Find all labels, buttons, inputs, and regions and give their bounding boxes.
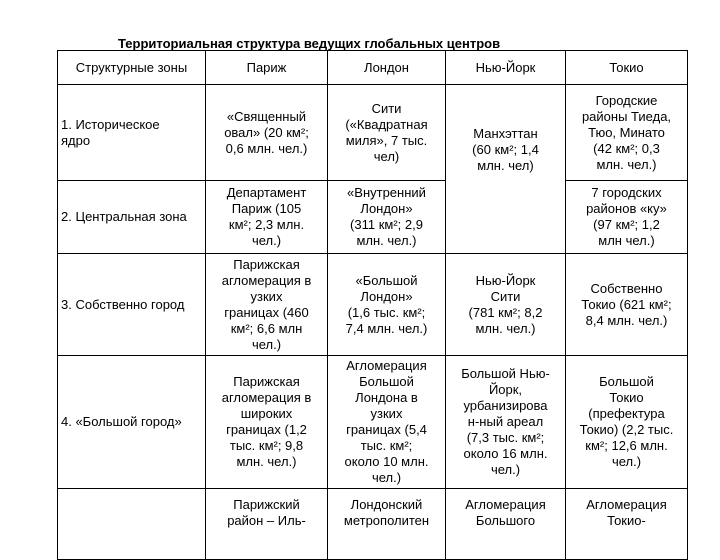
paris-cell: Департамент Париж (105 км²; 2,3 млн. чел.) xyxy=(206,181,328,254)
paris-cell: Парижская агломерация в узких границах (460 км²; 6,6 млн чел.) xyxy=(206,254,328,356)
zone-cell xyxy=(58,489,206,560)
table-row xyxy=(58,489,688,560)
newyork-cell: Нью-Йорк Сити (781 км²; 8,2 млн. чел.) xyxy=(446,254,566,356)
paris-cell: Парижская агломерация в широких границах (1,2 тыс. км²; 9,8 млн. чел.) xyxy=(206,356,328,489)
zone-cell: 3. Собственно город xyxy=(58,254,206,356)
london-cell: Сити («Квадратная миля», 7 тыс. чел) xyxy=(328,85,446,181)
paris-cell: Парижский район – Иль- xyxy=(206,489,328,560)
london-cell: Агломерация Большой Лондона в узких границах (5,4 тыс. км²; около 10 млн. чел.) xyxy=(328,356,446,489)
header-london: Лондон xyxy=(328,51,446,85)
newyork-cell: Агломерация Большого xyxy=(446,489,566,560)
header-row xyxy=(58,51,688,85)
table-row xyxy=(58,181,688,254)
tokyo-cell: Городские районы Тиеда, Тюо, Минато (42 км²; 0,3 млн. чел.) xyxy=(566,85,688,181)
table-row xyxy=(58,356,688,489)
newyork-cell: Манхэттан (60 км²; 1,4 млн. чел) xyxy=(446,85,566,254)
london-cell: «Внутренний Лондон» (311 км²; 2,9 млн. чел.) xyxy=(328,181,446,254)
zone-cell: 2. Центральная зона xyxy=(58,181,206,254)
header-zones: Структурные зоны xyxy=(58,51,206,85)
structure-table xyxy=(57,50,688,560)
header-paris: Париж xyxy=(206,51,328,85)
tokyo-cell: Собственно Токио (621 км²; 8,4 млн. чел.) xyxy=(566,254,688,356)
london-cell: Лондонский метрополитен xyxy=(328,489,446,560)
tokyo-cell: Большой Токио (префектура Токио) (2,2 тыс. км²; 12,6 млн. чел.) xyxy=(566,356,688,489)
london-cell: «Большой Лондон» (1,6 тыс. км²; 7,4 млн. чел.) xyxy=(328,254,446,356)
header-newyork: Нью-Йорк xyxy=(446,51,566,85)
header-tokyo: Токио xyxy=(566,51,688,85)
tokyo-cell: 7 городских районов «ку» (97 км²; 1,2 млн чел.) xyxy=(566,181,688,254)
paris-cell: «Священный овал» (20 км²; 0,6 млн. чел.) xyxy=(206,85,328,181)
table-title: Территориальная структура ведущих глобальных центров xyxy=(118,36,501,51)
table-row xyxy=(58,85,688,181)
tokyo-cell: Агломерация Токио- xyxy=(566,489,688,560)
table-row xyxy=(58,254,688,356)
newyork-cell: Большой Нью- Йорк, урбанизирова н-ный ареал (7,3 тыс. км²; около 16 млн. чел.) xyxy=(446,356,566,489)
zone-cell: 4. «Большой город» xyxy=(58,356,206,489)
zone-cell: 1. Историческое ядро xyxy=(58,85,206,181)
